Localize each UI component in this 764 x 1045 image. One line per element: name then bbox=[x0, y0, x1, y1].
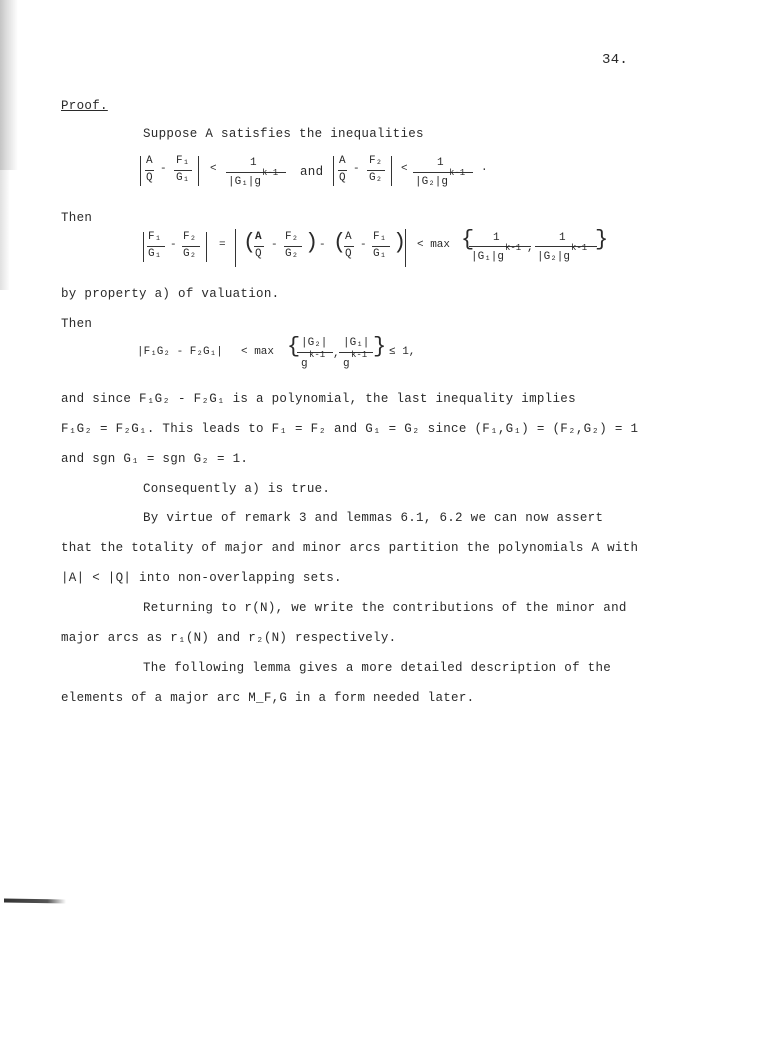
line-leads-to: F₁G₂ = F₂G₁. This leads to F₁ = F₂ and G₁ = G₂ since (F₁,G₁) = (F₂,G₂) = 1 bbox=[61, 422, 639, 436]
line-by-virtue: By virtue of remark 3 and lemmas 6.1, 6.2 we can now assert bbox=[143, 511, 604, 525]
by-property-line: by property a) of valuation. bbox=[61, 287, 280, 301]
line-consequently: Consequently a) is true. bbox=[143, 482, 331, 496]
line-sgn: and sgn G₁ = sgn G₂ = 1. bbox=[61, 452, 249, 466]
line-major-arcs: major arcs as r₁(N) and r₂(N) respectively. bbox=[61, 631, 397, 645]
scan-shadow bbox=[0, 0, 18, 170]
equation-max-bound: |F₁G₂ - F₂G₁| < max { |G₂| g k-1 , |G₁| g k-1 } ≤ 1, bbox=[137, 334, 416, 370]
paragraph-suppose: Suppose A satisfies the inequalities bbox=[143, 127, 424, 141]
line-totality: that the totality of major and minor arcs partition the polynomials A with bbox=[61, 541, 639, 555]
then-2: Then bbox=[61, 317, 93, 331]
line-following-lemma: The following lemma gives a more detailed description of the bbox=[143, 661, 612, 675]
line-non-overlapping: |A| < |Q| into non-overlapping sets. bbox=[61, 571, 342, 585]
line-elements: elements of a major arc M_F,G in a form needed later. bbox=[61, 691, 475, 705]
and-word: and bbox=[300, 165, 324, 179]
proof-heading: Proof. bbox=[61, 99, 108, 113]
inequality-1: A Q - F₁ G₁ < 1 |G₁|g k-1 bbox=[140, 152, 330, 198]
page-number: 34. bbox=[602, 52, 629, 68]
inequality-2: A Q - F₂ G₂ < 1 |G₂|g k-1 . bbox=[333, 152, 503, 198]
then-1: Then bbox=[61, 211, 93, 225]
scan-shadow-lower bbox=[0, 170, 10, 290]
equation-difference: F₁ G₁ - F₂ G₂ = ( A Q - F₂ G₂ ) - ( A Q - F₁ G₁ ) < max { 1 |G₁|g k-1 , 1 |G₂|g k-1 } bbox=[143, 226, 623, 274]
line-and-since: and since F₁G₂ - F₂G₁ is a polynomial, the last inequality implies bbox=[61, 392, 576, 406]
scan-edge-mark bbox=[4, 898, 66, 903]
line-returning: Returning to r(N), we write the contributions of the minor and bbox=[143, 601, 627, 615]
